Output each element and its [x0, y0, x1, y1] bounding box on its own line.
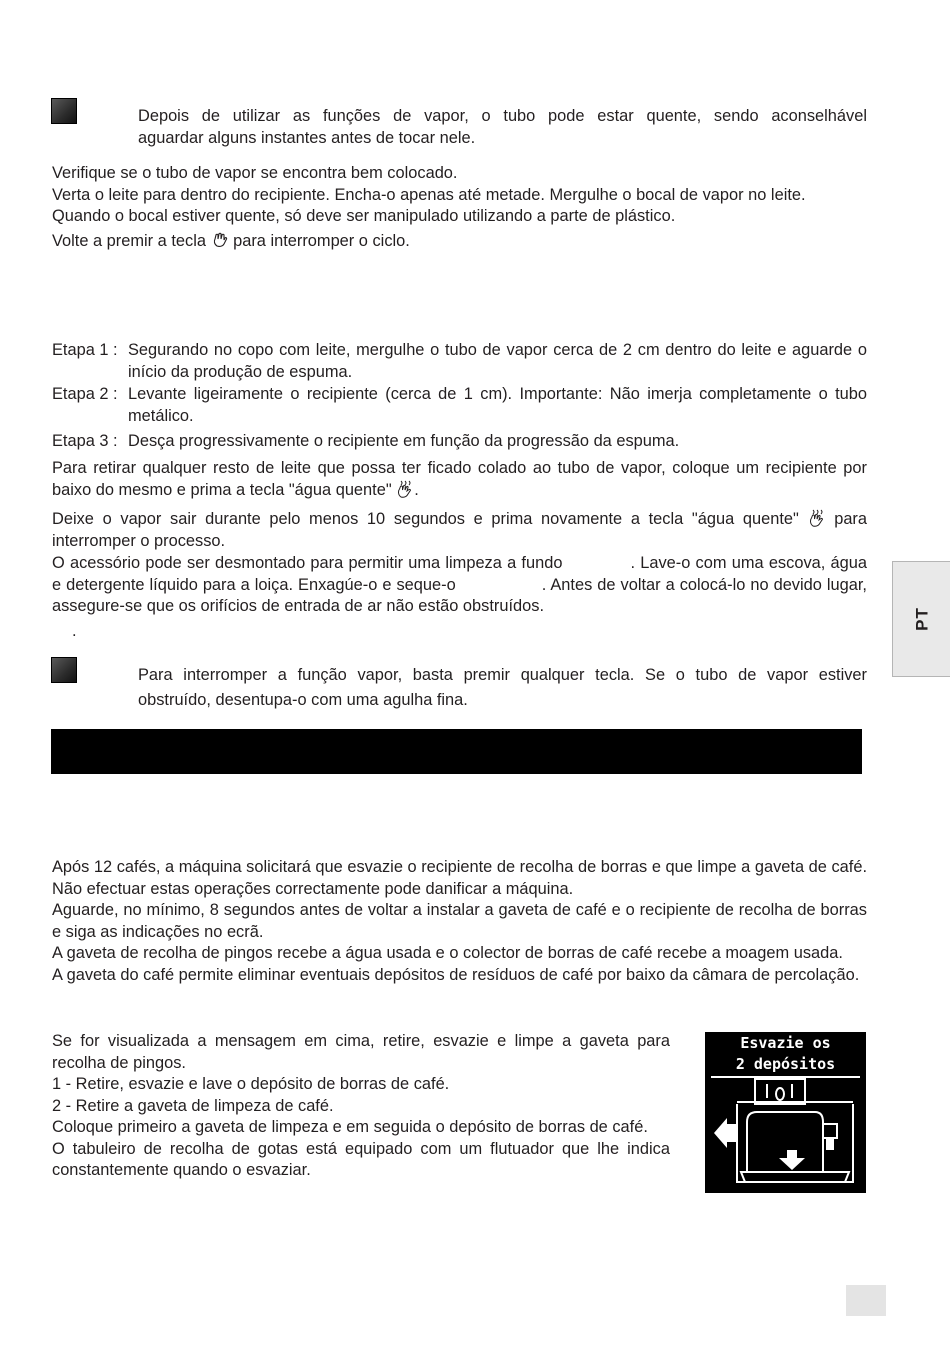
language-tab-label: PT: [912, 607, 932, 631]
repress-line: [52, 231, 867, 253]
instruction-line: Verta o leite para dentro do recipiente. Encha-o apenas até metade. Mergulhe o bocal de vapor no leite.: [52, 185, 806, 204]
note-2-line-1: Para interromper a função vapor, basta premir qualquer tecla. Se o tubo de vapor estiver: [138, 666, 867, 684]
note-icon: [51, 657, 77, 683]
cleaning-1-end: .: [414, 480, 419, 499]
section-2-narrow-line: Se for visualizada a mensagem em cima, retire, esvazie e limpe a gaveta para recolha de pingos.: [52, 1032, 670, 1072]
note-1-line-1: Depois de utilizar as funções de vapor, o tubo pode estar quente, sendo aconselhável: [138, 107, 867, 125]
section-2-line: Aguarde, no mínimo, 8 segundos antes de voltar a instalar a gaveta de café e o recipiente de recolha de borras e siga as indicações no ecrã.: [52, 901, 867, 941]
hot-water-icon: [396, 480, 414, 498]
language-tab: [892, 561, 950, 677]
section-2-narrow: [52, 1031, 670, 1182]
section-header-bar: [51, 729, 862, 774]
etapa-text: Levante ligeiramente o recipiente (cerca de 1 cm). Importante: Não imerja completamente o tubo metálico.: [128, 385, 867, 425]
section-2-narrow-line: 2 - Retire a gaveta de limpeza de café.: [52, 1096, 334, 1115]
etapas-list: [52, 340, 867, 453]
hot-water-icon: [808, 509, 826, 527]
display-line-1: Esvazie os: [740, 1034, 831, 1052]
section-2-narrow-line: Coloque primeiro a gaveta de limpeza e em seguida o depósito de borras de café.: [52, 1118, 648, 1136]
instruction-line: Quando o bocal estiver quente, só deve ser manipulado utilizando a parte de plástico.: [52, 207, 676, 225]
section-2-narrow-line: 1 - Retire, esvazie e lave o depósito de borras de café.: [52, 1075, 450, 1093]
steam-instructions: [52, 163, 867, 252]
etapa-item: [52, 384, 867, 427]
section-2-line: A gaveta de recolha de pingos recebe a água usada e o colector de borras de café recebe a moagem usada.: [52, 944, 843, 962]
etapa-label: Etapa 1 :: [52, 341, 118, 359]
etapa-item: [52, 431, 867, 453]
cleaning-1-text: Para retirar qualquer resto de leite que possa ter ficado colado ao tubo de vapor, coloque um recipiente por baixo do mesmo e prima a tecla "água quente": [52, 459, 867, 499]
etapa-item: [52, 340, 867, 383]
cleaning-2-end: para interromper o processo.: [52, 510, 868, 550]
note-2-line-2: obstruído, desentupa-o com uma agulha fina.: [138, 690, 468, 709]
etapa-label: Etapa 3 :: [52, 432, 118, 450]
cleaning-paragraph-2: [52, 509, 867, 552]
accessory-text-2: . Lave-o com uma escova, água e detergente líquido para a loiça. Enxagúe-o e seque-o: [52, 554, 867, 594]
machine-drawing-icon: [705, 1032, 866, 1193]
etapa-label: Etapa 2 :: [52, 385, 118, 403]
steam-hand-icon: [211, 231, 229, 249]
note-1-line-2: aguardar alguns instantes antes de tocar nele.: [138, 128, 476, 147]
section-2-line: A gaveta do café permite eliminar eventuais depósitos de resíduos de café por baixo da câmara de percolação.: [52, 965, 860, 984]
section-2-paragraphs: [52, 857, 867, 986]
display-line-2: 2 depósitos: [735, 1055, 836, 1073]
accessory-text-3: . Antes de voltar a colocá-lo no devido lugar, assegure-se que os orifícios de entrada de ar não estão obstruídos.: [52, 575, 867, 615]
note-2: [138, 665, 867, 711]
cleaning-2-text: Deixe o vapor sair durante pelo menos 10 segundos e prima novamente a tecla "água quente": [52, 510, 799, 528]
cleaning-paragraph-1: [52, 458, 867, 501]
repress-text-after: para interromper o ciclo.: [233, 231, 410, 250]
accessory-text-1: O acessório pode ser desmontado para permitir uma limpeza a fundo: [52, 554, 563, 572]
etapa-text: Desça progressivamente o recipiente em função da progressão da espuma.: [128, 432, 680, 450]
note-icon: [51, 98, 77, 124]
note-1: [138, 106, 867, 149]
repress-text-before: Volte a premir a tecla: [52, 231, 206, 250]
section-2-narrow-line: O tabuleiro de recolha de gotas está equipado com um flutuador que lhe indica constantemente quando o esvaziar.: [52, 1139, 670, 1179]
accessory-trailing-dot: .: [72, 622, 77, 640]
machine-display: [705, 1032, 866, 1193]
etapa-text: Segurando no copo com leite, mergulhe o tubo de vapor cerca de 2 cm dentro do leite e aguarde o início da produção de espuma.: [128, 341, 867, 381]
accessory-paragraph: [52, 553, 867, 618]
section-2-line: Após 12 cafés, a máquina solicitará que esvazie o recipiente de recolha de borras e que limpe a gaveta de café. Não efectuar estas operações correctamente pode danificar a máquina.: [52, 858, 867, 898]
page-number-box: [846, 1285, 886, 1316]
instruction-line: Verifique se o tubo de vapor se encontra bem colocado.: [52, 164, 458, 182]
